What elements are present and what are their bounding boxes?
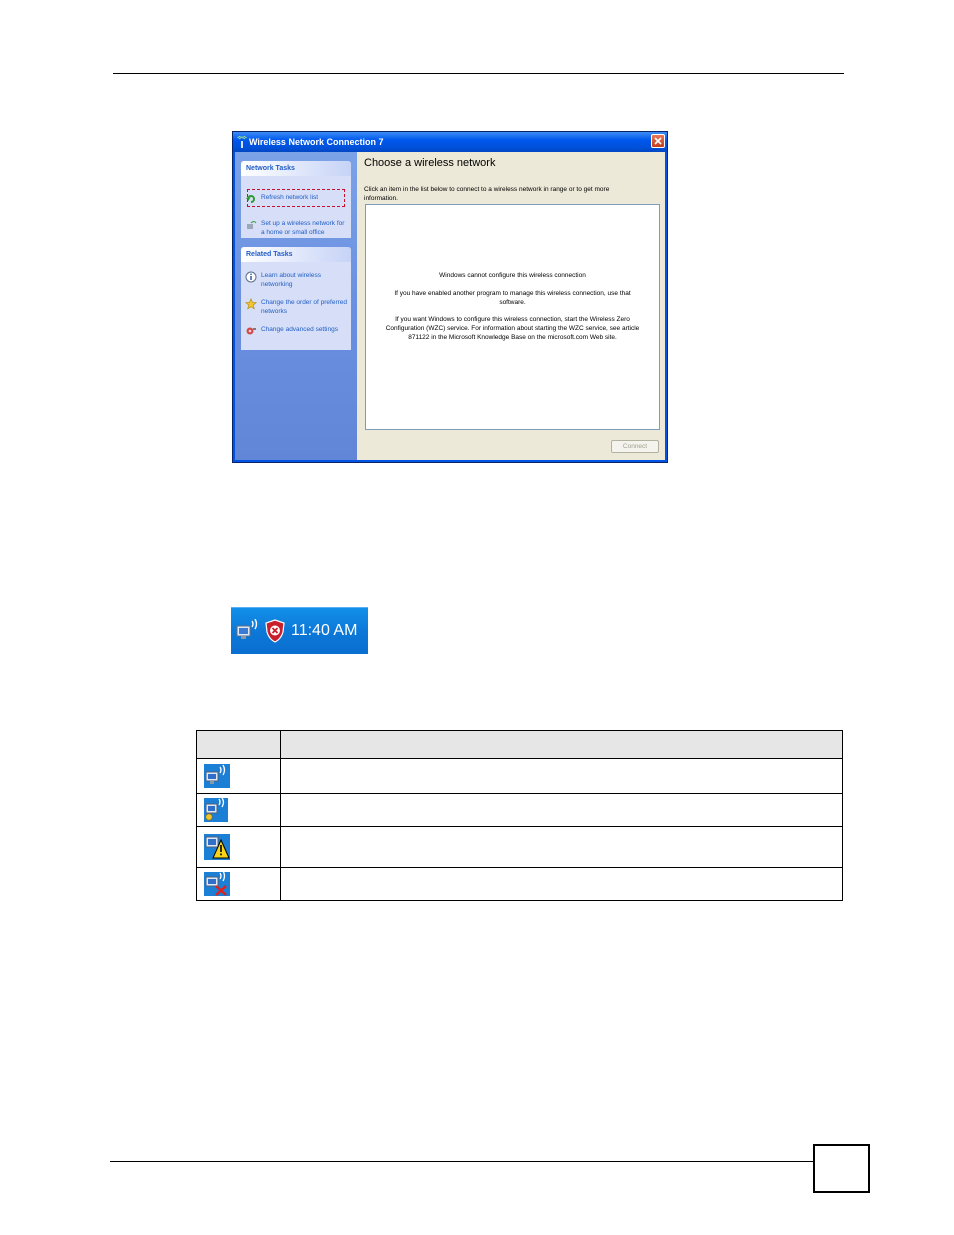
tray-clock[interactable]: 11:40 AM — [291, 622, 358, 639]
wireless-network-connection-window — [232, 131, 668, 463]
instruction-text: Click an item in the list below to connect to a wireless network in range or to get more information. — [364, 186, 610, 202]
main-title: Choose a wireless network — [364, 157, 496, 169]
table-cell-icon — [197, 827, 281, 868]
setup-wireless-network-label: Set up a wireless network for a home or small office — [261, 220, 345, 236]
setup-network-icon — [245, 219, 257, 231]
header-rule — [113, 73, 844, 74]
table-cell-icon — [197, 868, 281, 901]
main-pane — [357, 152, 665, 460]
wireless-status-icon-table — [196, 730, 843, 901]
close-button[interactable] — [651, 134, 665, 148]
table-cell-description — [281, 794, 843, 827]
task-sidebar — [235, 152, 357, 460]
table-header-icon — [197, 731, 281, 759]
table-header-description — [281, 731, 843, 759]
wireless-disconnected-icon — [204, 872, 230, 896]
network-tasks-heading: Network Tasks — [241, 161, 351, 176]
wzc-service-message: If you want Windows to configure this wireless connection, start the Wireless Zero Configuration (WZC) service. For information about starting the WZC service, see article 871122 in the Microsoft Knowledge Base on the microsoft.com Web site. — [385, 316, 640, 341]
refresh-icon — [245, 193, 257, 205]
related-tasks-heading: Related Tasks — [241, 247, 351, 262]
table-cell-description — [281, 759, 843, 794]
system-tray — [231, 607, 368, 654]
wireless-network-icon[interactable] — [236, 619, 262, 641]
window-titlebar[interactable] — [233, 132, 667, 152]
related-tasks-panel — [241, 247, 351, 350]
change-order-label: Change the order of preferred networks — [261, 299, 347, 315]
table-cell-description — [281, 827, 843, 868]
connect-button[interactable]: Connect — [611, 440, 659, 453]
config-error-message: Windows cannot configure this wireless connection — [439, 272, 586, 279]
learn-wireless-label: Learn about wireless networking — [261, 272, 321, 288]
window-title: Wireless Network Connection 7 — [249, 137, 384, 147]
page-number-box — [813, 1144, 870, 1193]
change-advanced-settings-label: Change advanced settings — [261, 326, 338, 333]
wireless-limited-warning-icon — [204, 834, 230, 860]
footer-rule — [110, 1161, 814, 1162]
security-shield-icon[interactable] — [264, 619, 286, 643]
settings-icon — [245, 325, 257, 337]
table-header-row — [197, 731, 843, 759]
network-list[interactable] — [365, 204, 660, 430]
table-cell-description — [281, 868, 843, 901]
table-row — [197, 868, 843, 901]
table-cell-icon — [197, 759, 281, 794]
star-icon — [245, 298, 257, 310]
close-icon — [654, 137, 662, 145]
other-program-message: If you have enabled another program to manage this wireless connection, use that software. — [394, 290, 631, 306]
table-cell-icon — [197, 794, 281, 827]
wireless-connecting-icon — [204, 798, 228, 822]
wireless-connected-icon — [204, 764, 230, 788]
wireless-antenna-icon — [236, 136, 248, 148]
table-row — [197, 759, 843, 794]
info-icon — [245, 271, 257, 283]
refresh-network-list-label: Refresh network list — [261, 194, 319, 201]
table-row — [197, 794, 843, 827]
table-row — [197, 827, 843, 868]
network-tasks-panel — [241, 161, 351, 238]
